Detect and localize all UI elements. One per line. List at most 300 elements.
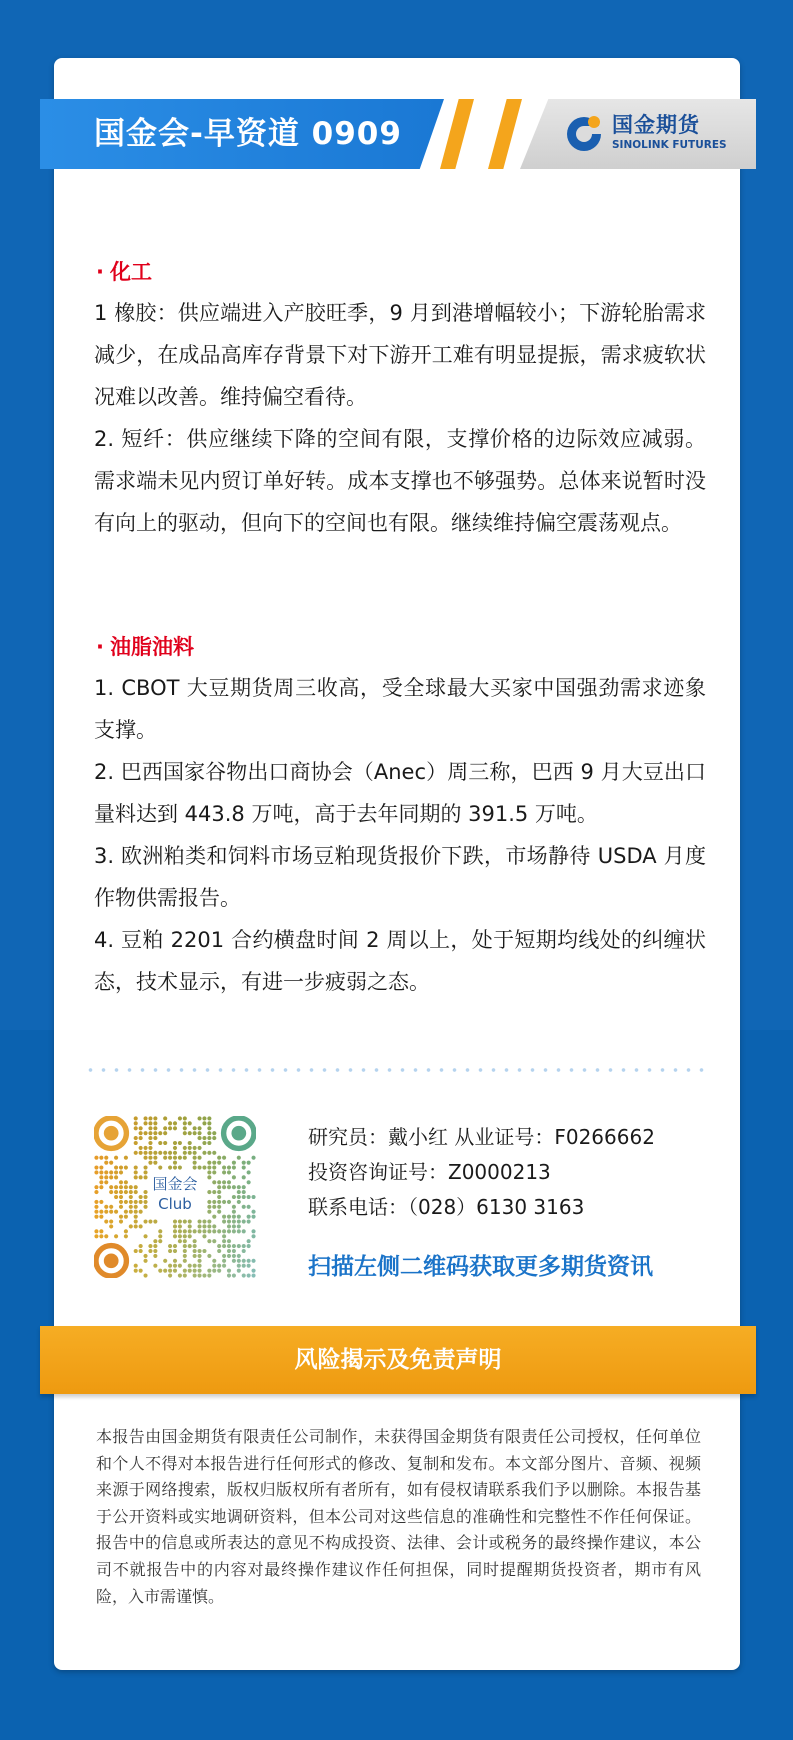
qr-module: [124, 1229, 128, 1233]
qr-module: [247, 1161, 251, 1165]
qr-module: [143, 1254, 147, 1258]
qr-module: [242, 1244, 246, 1248]
qr-module: [109, 1224, 113, 1228]
qr-module: [202, 1234, 206, 1238]
qr-module: [139, 1249, 143, 1253]
qr-module: [207, 1239, 211, 1243]
qr-module: [242, 1259, 246, 1263]
qr-module: [197, 1116, 201, 1120]
qr-module: [188, 1131, 192, 1135]
qr-module: [193, 1249, 197, 1253]
qr-module: [188, 1224, 192, 1228]
qr-module: [183, 1121, 187, 1125]
qr-module: [134, 1219, 138, 1223]
qr-module: [207, 1136, 211, 1140]
qr-module: [163, 1116, 167, 1120]
qr-module: [134, 1126, 138, 1130]
qr-module: [193, 1156, 197, 1160]
qr-module: [183, 1244, 187, 1248]
qr-code-label: 国金会 Club: [152, 1175, 198, 1213]
qr-module: [158, 1269, 162, 1273]
qr-module: [193, 1264, 197, 1268]
qr-module: [158, 1165, 162, 1169]
qr-module: [251, 1229, 255, 1233]
logo-english-name: SINOLINK FUTURES: [612, 139, 727, 151]
qr-module: [207, 1116, 211, 1120]
qr-module: [251, 1215, 255, 1219]
qr-module: [139, 1146, 143, 1150]
qr-module: [183, 1249, 187, 1253]
qr-module: [168, 1269, 172, 1273]
qr-module: [104, 1156, 108, 1160]
qr-module: [168, 1165, 172, 1169]
qr-module: [99, 1215, 103, 1219]
qr-module: [173, 1121, 177, 1125]
qr-module: [197, 1126, 201, 1130]
qr-module: [247, 1273, 251, 1277]
qr-module: [188, 1121, 192, 1125]
qr-module: [242, 1161, 246, 1165]
qr-module: [168, 1151, 172, 1155]
qr-module: [227, 1254, 231, 1258]
qr-module: [178, 1234, 182, 1238]
qr-module: [153, 1116, 157, 1120]
qr-module: [168, 1156, 172, 1160]
qr-module: [124, 1234, 128, 1238]
qr-module: [153, 1126, 157, 1130]
qr-module: [222, 1156, 226, 1160]
qr-module: [251, 1273, 255, 1277]
qr-module: [222, 1219, 226, 1223]
qr-module: [242, 1229, 246, 1233]
qr-module: [168, 1264, 172, 1268]
qr-module: [202, 1141, 206, 1145]
qr-module: [207, 1229, 211, 1233]
qr-module: [227, 1165, 231, 1169]
qr-module: [173, 1165, 177, 1169]
qr-module: [99, 1229, 103, 1233]
qr-module: [232, 1165, 236, 1169]
qr-module: [134, 1151, 138, 1155]
qr-module: [193, 1239, 197, 1243]
qr-module: [134, 1269, 138, 1273]
section-title-chemical: · 化工: [96, 260, 152, 284]
qr-module: [183, 1229, 187, 1233]
qr-module: [173, 1219, 177, 1223]
qr-module: [251, 1156, 255, 1160]
qr-module: [134, 1224, 138, 1228]
qr-module: [188, 1229, 192, 1233]
qr-module: [222, 1229, 226, 1233]
qr-module: [183, 1131, 187, 1135]
qr-module: [153, 1244, 157, 1248]
qr-module: [163, 1126, 167, 1130]
logo-chinese-name: 国金期货: [612, 113, 700, 137]
qr-module: [222, 1215, 226, 1219]
qr-module: [217, 1269, 221, 1273]
qr-module: [232, 1259, 236, 1263]
qr-module: [247, 1244, 251, 1248]
qr-module: [163, 1131, 167, 1135]
qr-module: [212, 1151, 216, 1155]
qr-module: [202, 1121, 206, 1125]
qr-module: [134, 1136, 138, 1140]
qr-module: [139, 1126, 143, 1130]
qr-module: [202, 1224, 206, 1228]
qr-module: [153, 1161, 157, 1165]
qr-module: [163, 1156, 167, 1160]
qr-module: [168, 1249, 172, 1253]
qr-module: [212, 1131, 216, 1135]
qr-module: [193, 1165, 197, 1169]
qr-module: [193, 1161, 197, 1165]
qr-module: [188, 1264, 192, 1268]
page-title: 国金会-早资道 0909: [94, 116, 402, 152]
qr-module: [109, 1219, 113, 1223]
qr-module: [143, 1234, 147, 1238]
qr-module: [168, 1273, 172, 1277]
qr-module: [212, 1269, 216, 1273]
qr-module: [188, 1141, 192, 1145]
qr-module: [227, 1215, 231, 1219]
qr-module: [193, 1151, 197, 1155]
qr-module: [197, 1224, 201, 1228]
qr-module: [158, 1141, 162, 1145]
qr-module: [134, 1141, 138, 1145]
qr-module: [139, 1269, 143, 1273]
qr-module: [197, 1249, 201, 1253]
qr-module: [207, 1254, 211, 1258]
qr-module: [173, 1146, 177, 1150]
qr-module: [158, 1131, 162, 1135]
qr-module: [197, 1156, 201, 1160]
qr-module: [148, 1161, 152, 1165]
qr-module: [114, 1234, 118, 1238]
qr-module: [94, 1229, 98, 1233]
qr-module: [143, 1121, 147, 1125]
qr-module: [178, 1273, 182, 1277]
qr-module: [188, 1219, 192, 1223]
qr-module: [232, 1229, 236, 1233]
qr-module: [227, 1273, 231, 1277]
qr-module: [109, 1161, 113, 1165]
qr-module: [237, 1269, 241, 1273]
qr-module: [183, 1151, 187, 1155]
qr-module: [173, 1156, 177, 1160]
qr-module: [207, 1165, 211, 1169]
qr-module: [251, 1269, 255, 1273]
qr-module: [178, 1239, 182, 1243]
qr-module: [173, 1151, 177, 1155]
qr-module: [153, 1121, 157, 1125]
qr-module: [193, 1229, 197, 1233]
qr-module: [168, 1121, 172, 1125]
qr-module: [158, 1234, 162, 1238]
qr-module: [202, 1116, 206, 1120]
header-stripe: [440, 99, 474, 169]
qr-module: [163, 1269, 167, 1273]
qr-module: [148, 1126, 152, 1130]
qr-module: [183, 1254, 187, 1258]
qr-module: [153, 1264, 157, 1268]
qr-module: [139, 1151, 143, 1155]
qr-module: [193, 1254, 197, 1258]
qr-module: [193, 1131, 197, 1135]
qr-module: [242, 1249, 246, 1253]
qr-module: [251, 1259, 255, 1263]
qr-module: [197, 1273, 201, 1277]
qr-module: [188, 1244, 192, 1248]
qr-module: [178, 1219, 182, 1223]
qr-module: [178, 1229, 182, 1233]
qr-module: [222, 1239, 226, 1243]
qr-module: [153, 1249, 157, 1253]
qr-module: [124, 1156, 128, 1160]
qr-module: [153, 1254, 157, 1258]
section-paragraph: 2. 巴西国家谷物出口商协会（Anec）周三称，巴西 9 月大豆出口量料达到 443.8 万吨，高于去年同期的 391.5 万吨。: [94, 760, 706, 826]
qr-module: [158, 1229, 162, 1233]
qr-module: [197, 1229, 201, 1233]
qr-module: [188, 1151, 192, 1155]
qr-module: [173, 1229, 177, 1233]
qr-module: [134, 1116, 138, 1120]
qr-module: [119, 1215, 123, 1219]
qr-module: [227, 1219, 231, 1223]
qr-module: [178, 1116, 182, 1120]
qr-module: [237, 1229, 241, 1233]
qr-module: [222, 1165, 226, 1169]
qr-module: [193, 1146, 197, 1150]
qr-module: [173, 1244, 177, 1248]
qr-module: [173, 1264, 177, 1268]
qr-module: [94, 1234, 98, 1238]
qr-module: [173, 1126, 177, 1130]
contact-phone: 联系电话：（028）6130 3163: [308, 1195, 585, 1219]
qr-module: [173, 1224, 177, 1228]
qr-module: [148, 1156, 152, 1160]
qr-module: [232, 1215, 236, 1219]
section-paragraph: 4. 豆粕 2201 合约横盘时间 2 周以上，处于短期均线处的纠缠状态，技术显示，有进一步疲弱之态。: [94, 928, 706, 994]
qr-module: [99, 1165, 103, 1169]
qr-module: [183, 1126, 187, 1130]
qr-module: [148, 1116, 152, 1120]
qr-module: [183, 1116, 187, 1120]
qr-module: [148, 1146, 152, 1150]
qr-module: [202, 1229, 206, 1233]
researcher-info: 研究员：戴小红 从业证号：F0266662: [308, 1125, 655, 1149]
qr-module: [237, 1219, 241, 1223]
qr-module: [183, 1156, 187, 1160]
qr-module: [94, 1156, 98, 1160]
qr-module: [222, 1254, 226, 1258]
qr-module: [148, 1141, 152, 1145]
qr-module: [158, 1151, 162, 1155]
qr-module: [207, 1121, 211, 1125]
qr-module: [217, 1156, 221, 1160]
qr-module: [212, 1165, 216, 1169]
qr-module: [143, 1259, 147, 1263]
disclaimer-text: 本报告由国金期货有限责任公司制作，未获得国金期货有限责任公司授权，任何单位和个人不得对本报告进行任何形式的修改、复制和发布。本文部分图片、音频、视频来源于网络搜索，版权归版权所有者所有，如有侵权请联系我们予以删除。本报告基于公开资料或实地调研资料，但本公司对这些信息的准确性和完整性不作任何保证。报告中的信息或所表达的意见不构成投资、法律、会计或税务的最终操作建议，本公司不就报告中的内容对最终操作建议作任何担保，同时提醒期货投资者，期市有风险，入市需谨慎。: [96, 1427, 701, 1606]
qr-module: [247, 1239, 251, 1243]
qr-module: [217, 1249, 221, 1253]
qr-module: [148, 1136, 152, 1140]
qr-module: [193, 1273, 197, 1277]
qr-module: [183, 1259, 187, 1263]
qr-module: [237, 1264, 241, 1268]
header-stripe: [488, 99, 522, 169]
qr-module: [207, 1151, 211, 1155]
qr-code[interactable]: [94, 1116, 256, 1278]
qr-module: [212, 1259, 216, 1263]
qr-module: [232, 1244, 236, 1248]
qr-module: [217, 1244, 221, 1248]
qr-module: [227, 1239, 231, 1243]
dotted-divider: [84, 1067, 704, 1073]
qr-module: [183, 1146, 187, 1150]
qr-module: [207, 1273, 211, 1277]
qr-module: [227, 1269, 231, 1273]
qr-module: [178, 1264, 182, 1268]
qr-module: [168, 1126, 172, 1130]
qr-module: [129, 1224, 133, 1228]
qr-module: [178, 1141, 182, 1145]
qr-module: [148, 1121, 152, 1125]
qr-module: [104, 1161, 108, 1165]
qr-module: [197, 1264, 201, 1268]
qr-module: [148, 1131, 152, 1135]
qr-module: [94, 1165, 98, 1169]
qr-module: [139, 1131, 143, 1135]
qr-module: [143, 1151, 147, 1155]
qr-module: [197, 1165, 201, 1169]
qr-module: [178, 1224, 182, 1228]
qr-module: [207, 1131, 211, 1135]
qr-module: [183, 1239, 187, 1243]
qr-module: [143, 1131, 147, 1135]
qr-module: [212, 1161, 216, 1165]
qr-module: [99, 1156, 103, 1160]
qr-module: [232, 1249, 236, 1253]
qr-module: [173, 1259, 177, 1263]
qr-module: [153, 1156, 157, 1160]
qr-module: [183, 1269, 187, 1273]
qr-module: [237, 1244, 241, 1248]
sinolink-logo-icon: [564, 113, 604, 153]
qr-module: [237, 1215, 241, 1219]
qr-module: [217, 1264, 221, 1268]
qr-module: [227, 1244, 231, 1248]
qr-module: [168, 1244, 172, 1248]
qr-module: [197, 1259, 201, 1263]
qr-module: [207, 1269, 211, 1273]
qr-module: [139, 1244, 143, 1248]
qr-module: [134, 1215, 138, 1219]
qr-module: [134, 1264, 138, 1268]
qr-module: [178, 1156, 182, 1160]
qr-module: [183, 1273, 187, 1277]
qr-module: [227, 1249, 231, 1253]
qr-module: [247, 1215, 251, 1219]
qr-module: [134, 1121, 138, 1125]
qr-module: [197, 1131, 201, 1135]
qr-module: [197, 1146, 201, 1150]
qr-module: [242, 1264, 246, 1268]
qr-module: [173, 1249, 177, 1253]
qr-module: [247, 1264, 251, 1268]
qr-module: [232, 1161, 236, 1165]
qr-module: [202, 1273, 206, 1277]
risk-banner: [40, 1326, 756, 1394]
qr-module: [202, 1151, 206, 1155]
qr-module: [173, 1234, 177, 1238]
qr-module: [207, 1219, 211, 1223]
qr-module: [212, 1136, 216, 1140]
qr-module: [148, 1249, 152, 1253]
qr-module: [143, 1165, 147, 1169]
qr-module: [143, 1273, 147, 1277]
qr-module: [134, 1249, 138, 1253]
qr-module: [139, 1224, 143, 1228]
qr-module: [188, 1234, 192, 1238]
section-paragraph: 1. CBOT 大豆期货周三收高，受全球最大买家中国强劲需求迹象支撑。: [94, 676, 706, 742]
qr-module: [207, 1224, 211, 1228]
qr-module: [232, 1219, 236, 1223]
qr-module: [242, 1165, 246, 1169]
qr-module: [163, 1259, 167, 1263]
qr-module: [217, 1161, 221, 1165]
qr-module: [232, 1273, 236, 1277]
qr-module: [232, 1224, 236, 1228]
qr-module: [222, 1264, 226, 1268]
qr-module: [237, 1224, 241, 1228]
qr-module: [148, 1219, 152, 1223]
qr-module: [183, 1234, 187, 1238]
qr-module: [197, 1254, 201, 1258]
qr-module: [139, 1136, 143, 1140]
qr-module: [148, 1244, 152, 1248]
qr-module: [202, 1136, 206, 1140]
qr-module: [153, 1219, 157, 1223]
qr-module: [143, 1156, 147, 1160]
qr-module: [153, 1131, 157, 1135]
risk-title: 风险揭示及免责声明: [294, 1347, 502, 1373]
qr-module: [207, 1126, 211, 1130]
qr-module: [237, 1156, 241, 1160]
qr-module: [251, 1234, 255, 1238]
qr-module: [207, 1141, 211, 1145]
section-paragraph: 2. 短纤：供应继续下降的空间有限，支撑价格的边际效应减弱。需求端未见内贸订单好转。成本支撑也不够强势。总体来说暂时没有向上的驱动，但向下的空间也有限。继续维持偏空震荡观点。: [94, 427, 706, 535]
qr-module: [202, 1249, 206, 1253]
qr-module: [227, 1224, 231, 1228]
qr-module: [222, 1259, 226, 1263]
header-banner: [40, 99, 756, 169]
qr-module: [143, 1219, 147, 1223]
qr-module: [153, 1239, 157, 1243]
section-paragraph: 1 橡胶：供应端进入产胶旺季，9 月到港增幅较小；下游轮胎需求减少，在成品高库存背景下对下游开工难有明显提振，需求疲软状况难以改善。维持偏空看待。: [94, 301, 706, 409]
qr-module: [134, 1165, 138, 1169]
qr-module: [197, 1219, 201, 1223]
qr-module: [143, 1116, 147, 1120]
qr-module: [163, 1151, 167, 1155]
qr-module: [173, 1269, 177, 1273]
qr-module: [124, 1165, 128, 1169]
qr-module: [212, 1224, 216, 1228]
qr-module: [104, 1234, 108, 1238]
qr-module: [153, 1136, 157, 1140]
qr-module: [188, 1146, 192, 1150]
section-title-oils: · 油脂油料: [96, 635, 194, 659]
qr-module: [197, 1269, 201, 1273]
